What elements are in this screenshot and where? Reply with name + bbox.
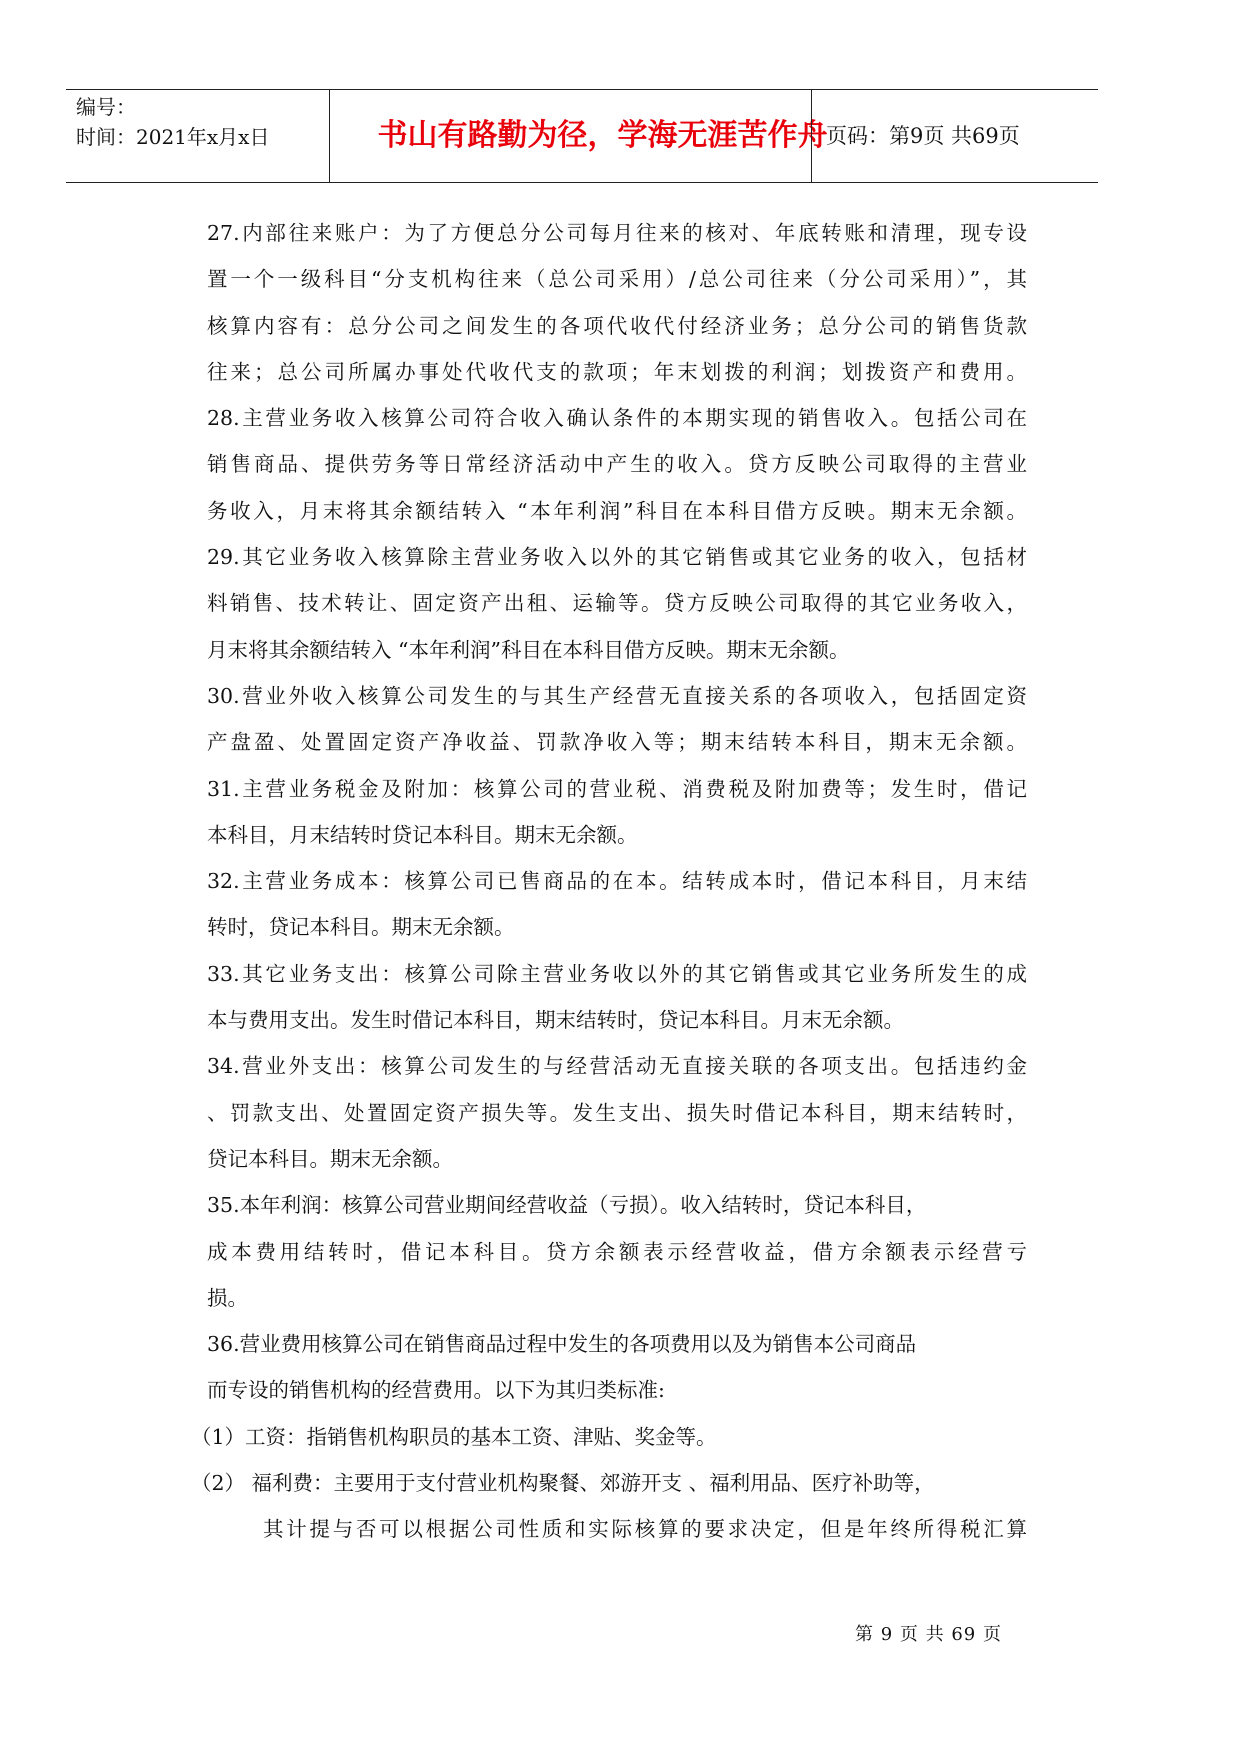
text-line: 转时，贷记本科目。期末无余额。 xyxy=(207,915,515,940)
list-item: （1）工资：指销售机构职员的基本工资、津贴、奖金等。 xyxy=(191,1424,717,1449)
text-line: 往来；总公司所属办事处代收代支的款项；年末划拨的利润；划拨资产和费用。 xyxy=(207,359,1027,384)
text-line: 28.主营业务收入核算公司符合收入确认条件的本期实现的销售收入。包括公司在 xyxy=(207,406,1027,431)
text-line: 本与费用支出。发生时借记本科目，期末结转时，贷记本科目。月末无余额。 xyxy=(207,1008,904,1033)
text-line: 33.其它业务支出：核算公司除主营业务收以外的其它销售或其它业务所发生的成 xyxy=(207,961,1027,986)
text-line: 、罚款支出、处置固定资产损失等。发生支出、损失时借记本科目，期末结转时， xyxy=(207,1100,1027,1125)
text-line: 其计提与否可以根据公司性质和实际核算的要求决定，但是年终所得税汇算 xyxy=(263,1517,1027,1542)
list-item: （2） 福利费：主要用于支付营业机构聚餐、郊游开支 、福利用品、医疗补助等， xyxy=(191,1471,935,1496)
text-line: 35.本年利润：核算公司营业期间经营收益（亏损）。收入结转时，贷记本科目， xyxy=(207,1193,927,1218)
text-line: 32.主营业务成本：核算公司已售商品的在本。结转成本时，借记本科目，月末结 xyxy=(207,869,1027,894)
text-line: 31.主营业务税金及附加：核算公司的营业税、消费税及附加费等；发生时，借记 xyxy=(207,776,1027,801)
text-line: 36.营业费用核算公司在销售商品过程中发生的各项费用以及为销售本公司商品 xyxy=(207,1332,917,1357)
text-line: 核算内容有：总分公司之间发生的各项代收代付经济业务；总分公司的销售货款 xyxy=(207,313,1027,338)
text-line: 34.营业外支出：核算公司发生的与经营活动无直接关联的各项支出。包括违约金 xyxy=(207,1054,1027,1079)
text-line: 30.营业外收入核算公司发生的与其生产经营无直接关系的各项收入，包括固定资 xyxy=(207,683,1027,708)
text-line: 27.内部往来账户：为了方便总分公司每月往来的核对、年底转账和清理，现专设 xyxy=(207,221,1027,245)
header-page-info: 页码：第9页 共69页 xyxy=(826,124,1020,148)
text-line: 置一个一级科目“分支机构往来（总公司采用）/总公司往来（分公司采用）”，其 xyxy=(207,267,1027,292)
text-line: 损。 xyxy=(207,1285,248,1310)
code-label: 编号： xyxy=(76,95,136,119)
text-line: 料销售、技术转让、固定资产出租、运输等。贷方反映公司取得的其它业务收入， xyxy=(207,591,1027,616)
text-line: 贷记本科目。期末无余额。 xyxy=(207,1146,453,1171)
text-line: 月末将其余额结转入 “本年利润”科目在本科目借方反映。期末无余额。 xyxy=(207,637,850,662)
text-line: 产盘盈、处置固定资产净收益、罚款净收入等；期末结转本科目，期末无余额。 xyxy=(207,730,1027,755)
time-label: 时间：2021年x月x日 xyxy=(76,125,270,149)
header-divider xyxy=(811,90,812,182)
page-footer: 第 9 页 共 69 页 xyxy=(855,1624,1002,1645)
text-line: 29.其它业务收入核算除主营业务收入以外的其它销售或其它业务的收入，包括材 xyxy=(207,545,1027,570)
text-line: 而专设的销售机构的经营费用。以下为其归类标准: xyxy=(207,1378,665,1403)
text-line: 本科目，月末结转时贷记本科目。期末无余额。 xyxy=(207,822,638,847)
text-line: 务收入，月末将其余额结转入 “本年利润”科目在本科目借方反映。期末无余额。 xyxy=(207,498,1027,523)
document-body xyxy=(191,210,1027,1553)
header-motto: 书山有路勤为径，学海无涯苦作舟 xyxy=(377,118,828,153)
text-line: 销售商品、提供劳务等日常经济活动中产生的收入。贷方反映公司取得的主营业 xyxy=(207,452,1027,477)
text-line: 成本费用结转时，借记本科目。贷方余额表示经营收益，借方余额表示经营亏 xyxy=(207,1239,1027,1264)
document-header xyxy=(66,89,1098,183)
header-meta xyxy=(76,92,326,152)
